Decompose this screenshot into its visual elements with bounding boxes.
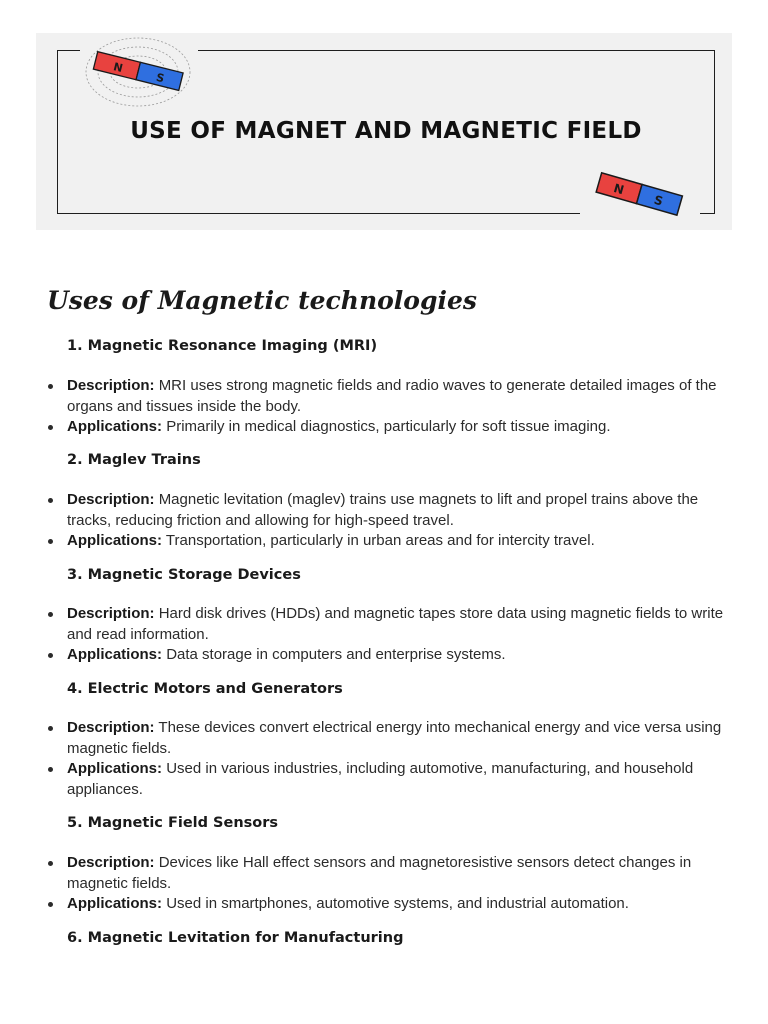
list-item-description: [67, 853, 735, 894]
list-item-description: [67, 718, 735, 759]
applications-label: Applications:: [67, 418, 163, 435]
description-label: Description:: [67, 719, 155, 736]
list-item-description: [67, 604, 735, 645]
list-item-applications: [67, 531, 735, 552]
description-label: Description:: [67, 491, 155, 508]
bar-magnet-illustration: [592, 170, 686, 220]
list-item-description: [67, 376, 735, 417]
applications-label: Applications:: [67, 532, 163, 549]
section-title: Uses of Magnetic technologies: [47, 286, 477, 315]
description-label: Description:: [67, 854, 155, 871]
description-text: Devices like Hall effect sensors and magnetoresistive sensors detect changes in magnetic fields.: [67, 854, 692, 892]
description-text: Magnetic levitation (maglev) trains use magnets to lift and propel trains above the tracks, reducing friction and allowing for high-speed travel.: [67, 491, 699, 529]
south-pole-label: S: [154, 70, 166, 86]
item-heading: 2. Maglev Trains: [67, 452, 201, 468]
description-text: MRI uses strong magnetic fields and radio waves to generate detailed images of the organs and tissues inside the body.: [67, 377, 717, 415]
description-label: Description:: [67, 377, 155, 394]
description-label: Description:: [67, 605, 155, 622]
applications-text: Data storage in computers and enterprise systems.: [166, 646, 506, 663]
description-text: These devices convert electrical energy into mechanical energy and vice versa using magnetic fields.: [67, 719, 722, 757]
list-item-applications: [67, 417, 735, 438]
item-heading: 3. Magnetic Storage Devices: [67, 567, 301, 583]
description-text: Hard disk drives (HDDs) and magnetic tapes store data using magnetic fields to write and read information.: [67, 605, 724, 643]
south-pole-label: S: [652, 192, 665, 209]
applications-text: Transportation, particularly in urban areas and for intercity travel.: [165, 532, 595, 549]
item-heading: 4. Electric Motors and Generators: [67, 681, 343, 697]
item-heading: 1. Magnetic Resonance Imaging (MRI): [67, 338, 378, 354]
item-heading: 6. Magnetic Levitation for Manufacturing: [67, 930, 404, 946]
item-heading: 5. Magnetic Field Sensors: [67, 815, 279, 831]
north-pole-label: N: [612, 181, 626, 198]
list-item-applications: [67, 759, 735, 800]
list-item-applications: [67, 894, 735, 915]
bar-magnet-illustration: [82, 32, 198, 114]
applications-text: Used in smartphones, automotive systems, and industrial automation.: [166, 895, 629, 912]
list-item-applications: [67, 645, 735, 666]
page-title: USE OF MAGNET AND MAGNETIC FIELD: [130, 118, 642, 144]
applications-label: Applications:: [67, 895, 163, 912]
north-pole-label: N: [112, 60, 125, 75]
applications-label: Applications:: [67, 760, 163, 777]
list-item-description: [67, 490, 735, 531]
applications-text: Used in various industries, including automotive, manufacturing, and household appliances.: [67, 760, 694, 798]
applications-text: Primarily in medical diagnostics, particularly for soft tissue imaging.: [166, 418, 611, 435]
applications-label: Applications:: [67, 646, 163, 663]
